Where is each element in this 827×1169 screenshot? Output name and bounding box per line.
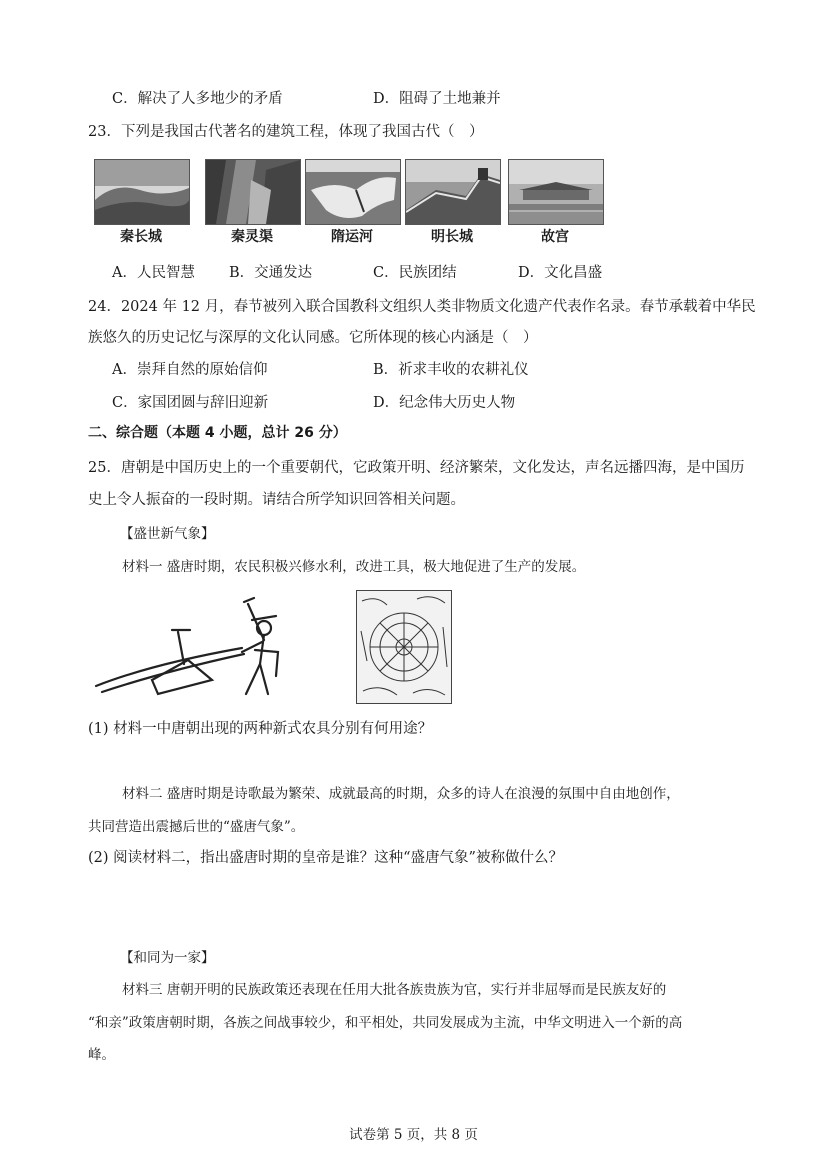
- photo-forbidden-city: [508, 159, 604, 225]
- photo-ming-great-wall: [405, 159, 501, 225]
- material1-text: 材料一 盛唐时期，农民积极兴修水利，改进工具，极大地促进了生产的发展。: [122, 559, 586, 575]
- q24-option-b: B．祈求丰收的农耕礼仪: [373, 362, 529, 378]
- q24-stem-line2: 族悠久的历史记忆与深厚的文化认同感。它所体现的核心内涵是（ ）: [88, 330, 538, 346]
- q24-option-a: A．崇拜自然的原始信仰: [112, 362, 268, 378]
- q22-option-c: C．解决了人多地少的矛盾: [112, 91, 283, 107]
- photo-qin-great-wall: [94, 159, 190, 225]
- caption-forbidden-city: 故宫: [541, 229, 569, 245]
- q24-option-d: D．纪念伟大历史人物: [373, 395, 516, 411]
- curved-plow-illustration: [92, 594, 296, 702]
- q23-option-c: C．民族团结: [373, 265, 457, 281]
- waterwheel-illustration: [356, 590, 452, 704]
- caption-qin-lingqu: 秦灵渠: [231, 229, 273, 245]
- caption-ming-great-wall: 明长城: [431, 229, 473, 245]
- q24-option-c: C．家国团圆与辞旧迎新: [112, 395, 269, 411]
- material3-line3: 峰。: [88, 1047, 115, 1063]
- q23-stem: 23．下列是我国古代著名的建筑工程，体现了我国古代（ ）: [88, 124, 484, 140]
- q23-option-a: A．人民智慧: [112, 265, 195, 281]
- photo-qin-lingqu-canal: [205, 159, 301, 225]
- q25-intro-line1: 25．唐朝是中国历史上的一个重要朝代，它政策开明、经济繁荣，文化发达，声名远播四海，是中国历: [88, 460, 745, 476]
- photo-sui-grand-canal-map: [305, 159, 401, 225]
- material2-line1: 材料二 盛唐时期是诗歌最为繁荣、成就最高的时期，众多的诗人在浪漫的氛围中自由地创作，: [122, 786, 680, 802]
- q23-option-b: B．交通发达: [229, 265, 313, 281]
- q25-sub2: (2) 阅读材料二，指出盛唐时期的皇帝是谁？这种“盛唐气象”被称做什么？: [88, 850, 563, 866]
- part1-title: 【盛世新气象】: [120, 526, 215, 542]
- material3-line2: “和亲”政策唐朝时期，各族之间战事较少，和平相处，共同发展成为主流，中华文明进入一个新的高: [88, 1015, 683, 1031]
- caption-sui-canal: 隋运河: [331, 229, 373, 245]
- q25-intro-line2: 史上令人振奋的一段时期。请结合所学知识回答相关问题。: [88, 492, 465, 508]
- material3-line1: 材料三 唐朝开明的民族政策还表现在任用大批各族贵族为官，实行并非屈辱而是民族友好的: [122, 982, 667, 998]
- q25-sub1: (1) 材料一中唐朝出现的两种新式农具分别有何用途？: [88, 721, 433, 737]
- material2-line2: 共同营造出震撼后世的“盛唐气象”。: [88, 819, 305, 835]
- section2-heading: 二、综合题（本题 4 小题，总计 26 分）: [88, 425, 347, 441]
- q22-option-d: D．阻碍了土地兼并: [373, 91, 501, 107]
- q24-stem-line1: 24．2024 年 12 月，春节被列入联合国教科文组织人类非物质文化遗产代表作名录。春节承载着中华民: [88, 299, 756, 315]
- page-footer: 试卷第 5 页，共 8 页: [349, 1127, 478, 1143]
- part2-title: 【和同为一家】: [120, 950, 215, 966]
- caption-qin-great-wall: 秦长城: [120, 229, 162, 245]
- q23-option-d: D．文化昌盛: [518, 265, 603, 281]
